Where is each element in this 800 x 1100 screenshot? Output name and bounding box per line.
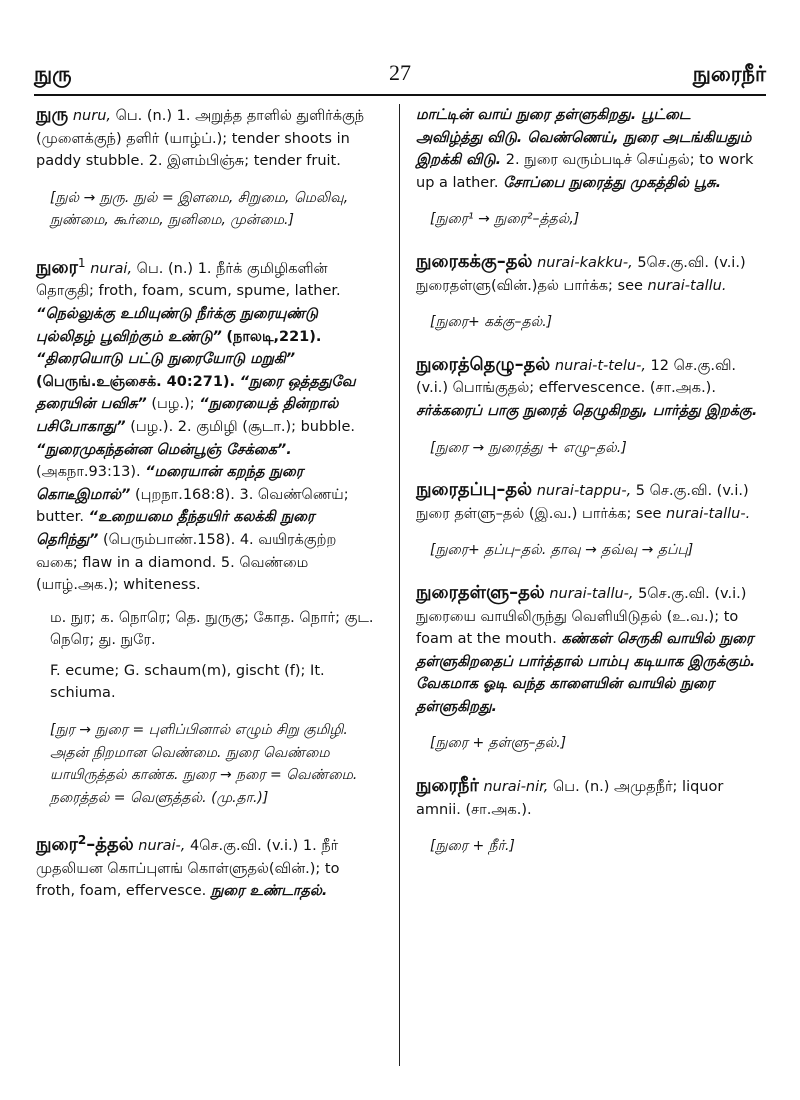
citation: (பெருங்.உஞ்சைக். 40:271). <box>36 373 236 390</box>
definition: நுரையை வாயிலிருந்து வெளியிடுதல் (உ.வ.); to foam at the mouth. <box>416 608 739 648</box>
left-guide-word: நுரு <box>34 62 72 86</box>
etymology: [நுல் → நுரு. நுல் = இளமை, சிறுமை, மெலிவு, நுண்மை, கூர்மை, நுனிமை, முன்மை.] <box>50 189 349 229</box>
transliteration: nurai-nir, <box>483 779 549 796</box>
entry-nuraitallu-tal <box>416 582 759 755</box>
definition: அமுதநீர்; liquor amnii. (சா.அக.). <box>416 779 724 818</box>
entry-nuru <box>36 104 379 232</box>
example: மாட்டின் வாய் நுரை தள்ளுகிறது. பூட்டை அவிழ்த்து விடு. வெண்ணெய், நுரை அடங்கியதும் இறக்கி விடு. <box>416 107 752 169</box>
headword-suffix: –த்தல் <box>86 834 134 856</box>
entry-nuraitappu-tal <box>416 479 759 562</box>
transliteration: nurai-tappu-, <box>536 483 632 500</box>
etymology: [நுரை+ தப்பு–தல். தாவு → தவ்வு → தப்பு] <box>430 542 694 559</box>
citation: (நாலடி,221). <box>226 328 322 345</box>
left-column <box>36 104 379 915</box>
citation: (பழ.). <box>130 418 174 435</box>
part-of-speech: 5செ.கு.வி. (v.i.) <box>637 254 746 271</box>
entry-nuraittelu-tal <box>416 354 759 459</box>
etymology: [நுரை → நுரைத்து + எழு–தல்.] <box>430 439 627 456</box>
sense-3: 3. வெண்ணெய்; butter. <box>36 486 349 526</box>
sense-1: 1. நீர்க் குமிழிகளின் தொகுதி; froth, foam, scum, spume, lather. <box>36 260 341 300</box>
sense-2: 2. நுரை வரும்படிச் செய்தல்; to work up a lather. <box>416 152 754 191</box>
headword: நுரைதப்பு–தல் <box>416 479 533 501</box>
etymology: [நுரை + நீர்.] <box>430 838 515 855</box>
citation: (பெரும்பாண்.158). <box>103 531 236 548</box>
headword: நுரைத்தெழு–தல் <box>416 353 551 375</box>
headword: நுரை <box>36 256 78 278</box>
part-of-speech: பெ. (n.) <box>115 108 173 124</box>
quotation: “நுரைமுகந்தன்ன மென்பூஞ் சேக்கை”. <box>36 441 292 458</box>
part-of-speech: பெ. (n.) <box>553 779 610 796</box>
header-rule <box>34 94 766 96</box>
part-of-speech: 12 செ.கு.வி. (v.i.) <box>416 357 737 397</box>
citation: (புறநா.168:8). <box>135 486 235 503</box>
transliteration: nuru, <box>72 108 111 124</box>
see-also: nurai-tallu-. <box>666 505 751 522</box>
page-number: 27 <box>389 60 411 85</box>
headword: நுரைதள்ளு–தல் <box>416 581 545 603</box>
transliteration: nurai, <box>90 260 133 277</box>
sense-2: 2. குமிழி (சூடா.); bubble. <box>177 418 355 435</box>
sense-5: 5. வெண்மை (யாழ்.அக.); whiteness. <box>36 554 309 594</box>
etymology: [நுரை + தள்ளு–தல்.] <box>430 735 567 752</box>
column-divider <box>399 104 400 1066</box>
headword: நுரைகக்கு–தல் <box>416 250 533 272</box>
quotation: “மரையான் கறந்த நுரை கொடீஇமால்” <box>36 464 304 503</box>
part-of-speech: பெ. (n.) <box>136 260 194 277</box>
entry-nurainir <box>416 775 759 858</box>
sense-1: 1. அறுத்த தாளில் துளிர்க்குந் (முளைக்குந்) தளிர் (யாழ்ப்.); tender shoots in paddy stubble. <box>36 108 365 170</box>
headword: நுரு <box>36 104 69 125</box>
transliteration: nurai-, <box>138 838 186 855</box>
citation: (அகநா.93:13). <box>36 464 141 481</box>
definition: நுரை தள்ளு–தல் (இ.வ.) பார்க்க; see <box>416 505 662 522</box>
example: சர்க்கரைப் பாகு நுரைத் தெழுகிறது, பார்த்து இறக்கு. <box>416 402 758 419</box>
entry-nurai-2-ttal <box>36 829 379 903</box>
entry-nurai-1 <box>36 252 379 809</box>
see-also: nurai-tallu. <box>647 277 727 294</box>
right-column <box>416 104 759 870</box>
homonym-number: 1 <box>77 255 86 270</box>
sense-1: 1. நீர் முதலியன கொப்புளங் கொள்ளுதல்(வின்.); to froth, foam, effervesce. <box>36 838 340 900</box>
homonym-number: 2 <box>77 833 87 848</box>
transliteration: nurai-t-telu-, <box>554 357 646 374</box>
citation: (பழ.); <box>151 396 195 413</box>
etymology: [நுர → நுரை = புளிப்பினால் எழும் சிறு குமிழி. அதன் நிறமான வெண்மை. நுரை வெண்மை யாயிருத்தல் காண்க. நுரை → நரை = வெண்மை. நரைத்தல் = வெளுத்தல். (மு.தா.)] <box>50 722 358 806</box>
example: கண்கள் செருகி வாயில் நுரை தள்ளுகிறதைப் பார்த்தால் பாம்பு கடியாக இருக்கும். வேகமாக ஓடி வந்த காளையின் வாயில் நுரை தள்ளுகிறது. <box>416 631 756 715</box>
cognates: ம. நுர; க. நொரெ; தெ. நுருகு; கோத. நொர்; குட. நெரெ; து. நுரே. <box>50 609 374 649</box>
part-of-speech: 4செ.கு.வி. (v.i.) <box>190 838 299 855</box>
transliteration: nurai-tallu-, <box>549 585 634 602</box>
quotation: “நெல்லுக்கு உமியுண்டு நீர்க்கு நுரையுண்டு புல்லிதழ் பூவிற்கும் உண்டு” <box>36 305 318 345</box>
quotation: “திரையொடு பட்டு நுரையோடு மறுகி” <box>36 351 296 368</box>
sense-4: 4. வயிரக்குற்ற வகை; flaw in a diamond. <box>36 531 337 571</box>
entry-nuraikakku-tal <box>416 251 759 334</box>
part-of-speech: 5 செ.கு.வி. (v.i.) <box>635 483 749 500</box>
definition: நுரைதள்ளு(வின்.)தல் பார்க்க; see <box>416 277 643 294</box>
headword: நுரை <box>36 834 78 856</box>
right-guide-word: நுரைநீர் <box>692 62 766 86</box>
transliteration: nurai-kakku-, <box>537 254 633 271</box>
example: நுரை உண்டாதல். <box>210 883 328 900</box>
example: சோப்பை நுரைத்து முகத்தில் பூசு. <box>503 174 722 191</box>
headword: நுரைநீர் <box>416 775 479 797</box>
quotation: “நுரை ஒத்ததுவே தரையின் பவிசு” <box>36 373 356 413</box>
definition: பொங்குதல்; effervescence. (சா.அக.). <box>452 380 716 397</box>
foreign-equivalents: F. ecume; G. schaum(m), gischt (f); It. schiuma. <box>50 662 325 702</box>
sense-2: 2. இளம்பிஞ்சு; tender fruit. <box>148 153 341 170</box>
etymology: [நுரை+ கக்கு–தல்.] <box>430 314 553 331</box>
quotation: “உறையமை தீந்தயிர் கலக்கி நுரை தெரிந்து” <box>36 509 315 548</box>
quotation: “நுரையைத் தின்றால் பசிபோகாது” <box>36 396 339 435</box>
part-of-speech: 5செ.கு.வி. (v.i.) <box>638 585 747 602</box>
etymology: [நுரை¹ → நுரை²–த்தல்,] <box>430 211 580 228</box>
entry-nurai-2-ttal-continued <box>416 104 759 231</box>
